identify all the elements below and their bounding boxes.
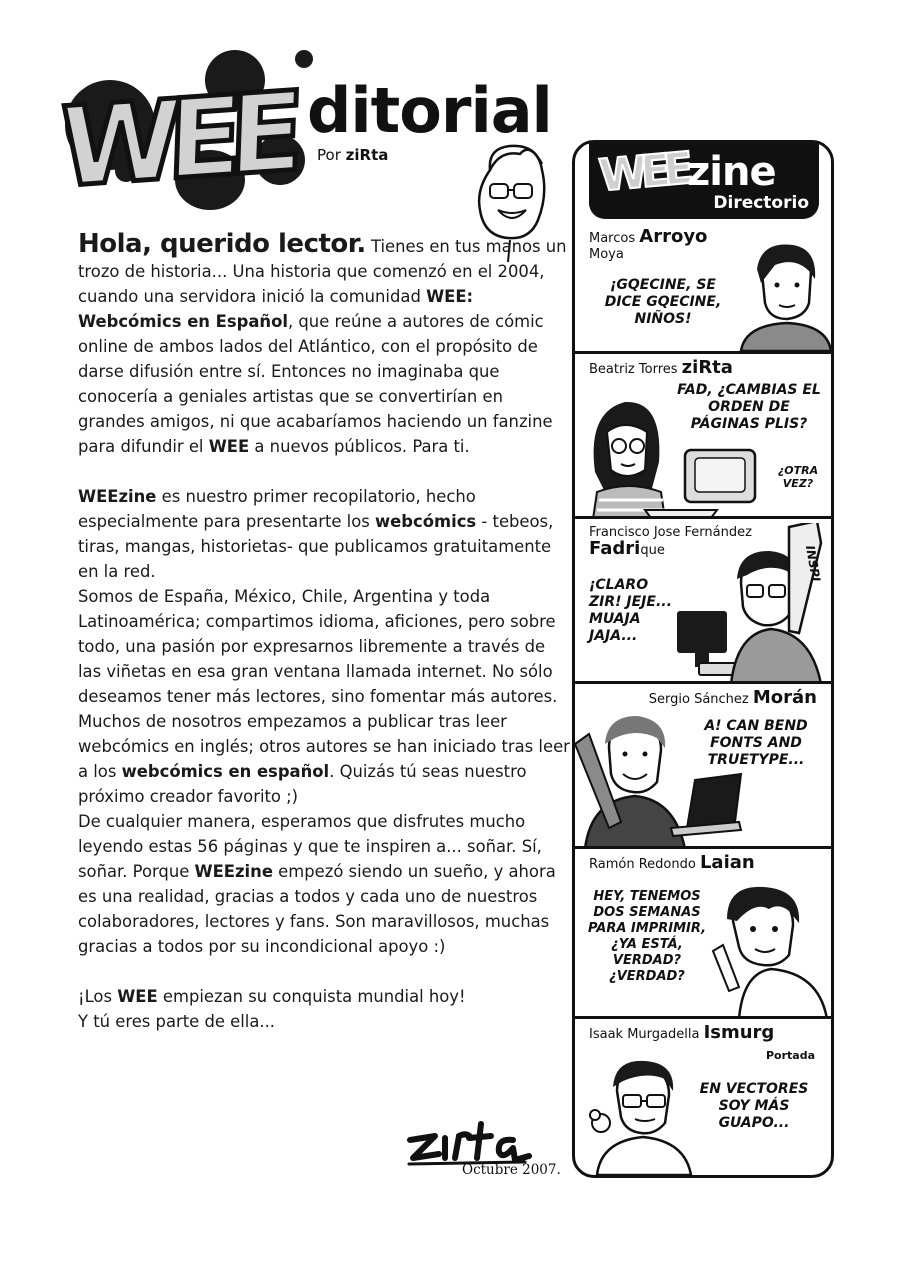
- speech-bubble: EN VECTORES SOY MÁS GUAPO...: [699, 1081, 809, 1131]
- member-name: [589, 852, 755, 873]
- member-name: [589, 226, 708, 263]
- signature-ziRta: [405, 1118, 535, 1168]
- member-nick-rest: que: [640, 543, 665, 558]
- bold-text: WEEzine: [194, 862, 273, 881]
- speech-bubble: A! CAN BEND FONTS AND TRUETYPE...: [704, 718, 808, 768]
- speech-bubble: ¡CLARO ZIR! JEJE... MUAJA JAJA...: [589, 577, 672, 644]
- text: Y tú eres parte de ella...: [78, 1012, 276, 1031]
- member-first: Isaak Murgadella: [589, 1027, 700, 1042]
- paragraph: [78, 809, 570, 959]
- member-panel-fadrique: [575, 516, 831, 684]
- character-ismurg: [587, 1057, 697, 1175]
- bold-text: webcómics en español: [121, 762, 330, 781]
- bold-text: WEEzine: [78, 487, 157, 506]
- speech-bubble: FAD, ¿CAMBIAS EL ORDEN DE PÁGINAS PLIS?: [677, 382, 821, 432]
- text: ¡Los: [78, 987, 112, 1006]
- member-panel-ismurg: [575, 1016, 831, 1177]
- member-nick: Morán: [752, 687, 817, 708]
- bold-text: WEE: [208, 437, 250, 456]
- member-first: Beatriz Torres: [589, 362, 678, 377]
- character-zirta: [585, 392, 785, 519]
- member-nick: Arroyo: [639, 226, 708, 247]
- bold-text: webcómics: [375, 512, 477, 531]
- paragraph: [78, 984, 570, 1034]
- text: empiezan su conquista mundial hoy!: [162, 987, 466, 1006]
- member-name: [589, 1022, 775, 1043]
- byline-author: ziRta: [345, 146, 389, 164]
- zine-text: zine: [687, 149, 776, 195]
- directory-title: Directorio: [713, 193, 809, 213]
- member-nick: Laian: [699, 852, 755, 873]
- member-panel-moran: [575, 681, 831, 849]
- member-nick: Fadri: [589, 538, 641, 559]
- character-arroyo: [735, 243, 831, 351]
- member-panel-arroyo: [575, 223, 831, 351]
- member-name: [589, 357, 733, 378]
- weezine-logo: [589, 143, 819, 219]
- text: Somos de España, México, Chile, Argentina y toda Latinoamérica; compartimos idioma, aficiones, pero sobre todo, una pasión por expresarnos libremente a través de las viñetas en esa gran ventana llamada internet. No sólo deseamos tener más lectores, sino fomentar más autores. Muchos de nosotros empezamos a publicar tras leer webcómics en inglés; otros autores se han iniciado tras leer a los: [78, 587, 570, 781]
- text: . Quizás tú seas nuestro próximo creador favorito ;): [78, 762, 527, 806]
- member-nick: Ismurg: [703, 1022, 775, 1043]
- bold-text: WEE: [117, 987, 158, 1006]
- date: Octubre 2007.: [462, 1162, 561, 1178]
- text: a nuevos públicos. Para ti.: [254, 437, 470, 456]
- text: Tienes en tus manos un trozo de historia... Una historia que comenzó en el 2004, cuando una servidora inició la comunidad: [78, 237, 567, 306]
- text: empezó siendo un sueño, y ahora es una realidad, gracias a todos y cada uno de nuestros colaboradores, lectores y fans. Son maravillosos, muchas gracias a todos por su incondicional apoyo :): [78, 862, 556, 956]
- speech-bubble: HEY, TENEMOS DOS SEMANAS PARA IMPRIMIR, ¿YA ESTÁ, VERDAD? ¿VERDAD?: [587, 889, 707, 984]
- editorial-body: [78, 229, 570, 1034]
- member-role: Portada: [765, 1049, 815, 1062]
- member-panel-zirta: [575, 351, 831, 519]
- directory-sidebar: [572, 140, 834, 1178]
- member-first: Francisco Jose Fernández: [589, 525, 752, 540]
- member-first: Sergio Sánchez: [648, 692, 749, 707]
- character-laian: [709, 881, 831, 1019]
- member-panel-laian: [575, 846, 831, 1019]
- byline: [317, 146, 388, 164]
- bold-text: WEE: Webcómics en Español: [78, 287, 474, 331]
- text: - tebeos, tiras, mangas, historietas- que publicamos gratuitamente en la red.: [78, 512, 554, 581]
- paragraph: [78, 484, 570, 584]
- member-nick: ziRta: [681, 357, 733, 378]
- paragraph: [78, 584, 570, 809]
- paragraph: [78, 229, 570, 459]
- ink-splat: [295, 50, 313, 68]
- text: , que reúne a autores de cómic online de ambos lados del Atlántico, con el propósito de darse difusión entre sí. Entonces no imaginaba que conocería a geniales artistas que se convertirían en grandes amigos, ni que acabaríamos haciendo un fanzine para difundir el: [78, 312, 553, 456]
- member-last: Moya: [589, 247, 624, 262]
- text: es nuestro primer recopilatorio, hecho especialmente para presentarte los: [78, 487, 476, 531]
- wee-logo: WEE: [57, 68, 293, 212]
- speech-bubble-small: ¿OTRA VEZ?: [777, 464, 819, 490]
- character-moran: [575, 704, 745, 849]
- page-title: ditorial: [307, 74, 552, 147]
- inspi-sign: INSPI: [802, 544, 823, 583]
- lead-heading: Hola, querido lector.: [78, 229, 366, 259]
- member-first: Marcos: [589, 231, 636, 246]
- editorial-header: [55, 40, 585, 220]
- speech-bubble: ¡GQECINE, SE DICE GQECINE, NIÑOS!: [604, 277, 722, 327]
- wee-logo-small: WEE: [596, 143, 689, 202]
- member-first: Ramón Redondo: [589, 857, 696, 872]
- byline-prefix: Por: [317, 146, 341, 164]
- text: De cualquier manera, esperamos que disfrutes mucho leyendo estas 56 páginas y que te inspiren a... soñar. Sí, soñar. Porque: [78, 812, 542, 881]
